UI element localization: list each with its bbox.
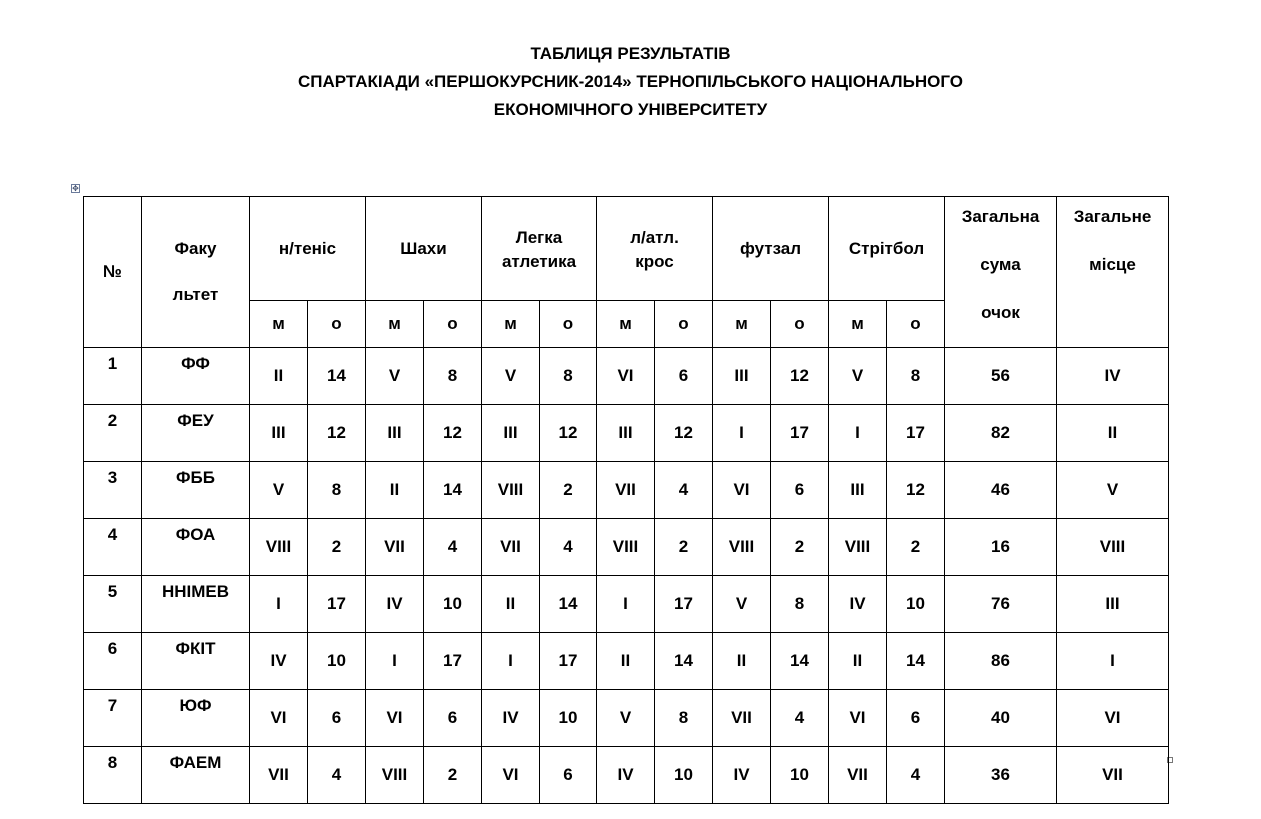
row-points-in-sport: 17 [887, 405, 945, 462]
row-points-in-sport: 8 [771, 576, 829, 633]
row-place-in-sport: VI [250, 690, 308, 747]
subheader-m: м [482, 301, 540, 348]
header-row [84, 197, 1169, 301]
row-faculty: ФЕУ [142, 405, 250, 462]
row-points-in-sport: 12 [308, 405, 366, 462]
row-points-in-sport: 8 [540, 348, 597, 405]
row-place-in-sport: VIII [713, 519, 771, 576]
row-place-in-sport: II [482, 576, 540, 633]
row-points-in-sport: 10 [887, 576, 945, 633]
row-points-in-sport: 6 [887, 690, 945, 747]
row-total-points: 46 [945, 462, 1057, 519]
row-points-in-sport: 4 [540, 519, 597, 576]
row-total-points: 16 [945, 519, 1057, 576]
row-points-in-sport: 2 [540, 462, 597, 519]
row-place-in-sport: I [829, 405, 887, 462]
row-points-in-sport: 17 [771, 405, 829, 462]
row-number: 1 [84, 348, 142, 405]
header-faculty: Факу льтет [142, 197, 250, 348]
row-points-in-sport: 17 [308, 576, 366, 633]
row-place-in-sport: II [597, 633, 655, 690]
row-number: 5 [84, 576, 142, 633]
row-place-in-sport: VIII [366, 747, 424, 804]
table-row [84, 576, 1169, 633]
row-place-in-sport: IV [366, 576, 424, 633]
row-place-in-sport: V [713, 576, 771, 633]
subheader-m: м [829, 301, 887, 348]
row-faculty: ФАЕМ [142, 747, 250, 804]
row-place-in-sport: I [250, 576, 308, 633]
row-points-in-sport: 10 [308, 633, 366, 690]
row-points-in-sport: 10 [424, 576, 482, 633]
row-total-points: 40 [945, 690, 1057, 747]
row-place-in-sport: V [829, 348, 887, 405]
row-points-in-sport: 12 [771, 348, 829, 405]
row-place-in-sport: IV [250, 633, 308, 690]
row-place-in-sport: IV [482, 690, 540, 747]
row-overall-place: V [1057, 462, 1169, 519]
row-place-in-sport: VI [597, 348, 655, 405]
row-place-in-sport: VIII [482, 462, 540, 519]
subheader-o: о [424, 301, 482, 348]
row-points-in-sport: 2 [308, 519, 366, 576]
table-row [84, 348, 1169, 405]
row-place-in-sport: IV [597, 747, 655, 804]
row-overall-place: II [1057, 405, 1169, 462]
row-points-in-sport: 4 [655, 462, 713, 519]
row-place-in-sport: VI [829, 690, 887, 747]
row-points-in-sport: 17 [424, 633, 482, 690]
row-points-in-sport: 10 [540, 690, 597, 747]
row-faculty: ФББ [142, 462, 250, 519]
row-place-in-sport: I [482, 633, 540, 690]
row-place-in-sport: I [597, 576, 655, 633]
row-place-in-sport: VI [482, 747, 540, 804]
row-points-in-sport: 14 [771, 633, 829, 690]
row-number: 3 [84, 462, 142, 519]
row-points-in-sport: 8 [424, 348, 482, 405]
row-points-in-sport: 14 [887, 633, 945, 690]
table-row [84, 747, 1169, 804]
title-line-1: ТАБЛИЦЯ РЕЗУЛЬТАТІВ [530, 44, 731, 63]
row-place-in-sport: VI [713, 462, 771, 519]
subheader-o: о [887, 301, 945, 348]
document-title [0, 40, 1261, 124]
title-line-2: СПАРТАКІАДИ «ПЕРШОКУРСНИК-2014» ТЕРНОПІЛЬСЬКОГО НАЦІОНАЛЬНОГО [298, 72, 963, 91]
row-place-in-sport: III [482, 405, 540, 462]
row-points-in-sport: 8 [655, 690, 713, 747]
row-place-in-sport: VII [597, 462, 655, 519]
row-points-in-sport: 6 [540, 747, 597, 804]
row-place-in-sport: I [366, 633, 424, 690]
row-points-in-sport: 2 [771, 519, 829, 576]
header-streetball: Стрітбол [829, 197, 945, 301]
table-row [84, 690, 1169, 747]
row-faculty: ФФ [142, 348, 250, 405]
row-points-in-sport: 8 [887, 348, 945, 405]
subheader-m: м [597, 301, 655, 348]
row-place-in-sport: VII [482, 519, 540, 576]
row-place-in-sport: I [713, 405, 771, 462]
subheader-m: м [250, 301, 308, 348]
header-futsal: футзал [713, 197, 829, 301]
row-points-in-sport: 6 [308, 690, 366, 747]
header-athletics: Легка атлетика [482, 197, 597, 301]
title-line-3: ЕКОНОМІЧНОГО УНІВЕРСИТЕТУ [493, 100, 768, 119]
row-faculty: ННІМЕВ [142, 576, 250, 633]
row-overall-place: IV [1057, 348, 1169, 405]
row-place-in-sport: III [713, 348, 771, 405]
subheader-o: о [771, 301, 829, 348]
subheader-o: о [308, 301, 366, 348]
row-points-in-sport: 14 [424, 462, 482, 519]
row-points-in-sport: 14 [308, 348, 366, 405]
table-row [84, 633, 1169, 690]
subheader-m: м [713, 301, 771, 348]
header-chess: Шахи [366, 197, 482, 301]
row-points-in-sport: 10 [771, 747, 829, 804]
row-points-in-sport: 2 [655, 519, 713, 576]
row-points-in-sport: 6 [771, 462, 829, 519]
row-points-in-sport: 6 [424, 690, 482, 747]
row-points-in-sport: 10 [655, 747, 713, 804]
row-faculty: ФКІТ [142, 633, 250, 690]
row-overall-place: VIII [1057, 519, 1169, 576]
table-row [84, 405, 1169, 462]
row-points-in-sport: 12 [424, 405, 482, 462]
row-place-in-sport: V [366, 348, 424, 405]
row-place-in-sport: III [597, 405, 655, 462]
row-place-in-sport: II [829, 633, 887, 690]
row-number: 2 [84, 405, 142, 462]
row-points-in-sport: 6 [655, 348, 713, 405]
row-place-in-sport: VIII [597, 519, 655, 576]
row-place-in-sport: III [366, 405, 424, 462]
row-place-in-sport: II [366, 462, 424, 519]
row-number: 4 [84, 519, 142, 576]
row-points-in-sport: 12 [887, 462, 945, 519]
row-place-in-sport: VII [250, 747, 308, 804]
row-place-in-sport: II [713, 633, 771, 690]
row-overall-place: VI [1057, 690, 1169, 747]
row-faculty: ФОА [142, 519, 250, 576]
row-overall-place: I [1057, 633, 1169, 690]
header-total-points: Загальна сума очок [945, 197, 1057, 348]
row-points-in-sport: 17 [655, 576, 713, 633]
row-points-in-sport: 12 [655, 405, 713, 462]
row-points-in-sport: 4 [308, 747, 366, 804]
row-place-in-sport: VIII [829, 519, 887, 576]
row-place-in-sport: III [250, 405, 308, 462]
row-place-in-sport: IV [713, 747, 771, 804]
row-points-in-sport: 2 [887, 519, 945, 576]
row-points-in-sport: 8 [308, 462, 366, 519]
row-place-in-sport: VII [713, 690, 771, 747]
row-place-in-sport: V [597, 690, 655, 747]
row-place-in-sport: VIII [250, 519, 308, 576]
row-number: 6 [84, 633, 142, 690]
row-points-in-sport: 14 [540, 576, 597, 633]
subheader-o: о [655, 301, 713, 348]
header-table-tennis: н/теніс [250, 197, 366, 301]
row-number: 7 [84, 690, 142, 747]
results-table [83, 196, 1169, 804]
row-total-points: 56 [945, 348, 1057, 405]
row-place-in-sport: VII [829, 747, 887, 804]
table-move-icon[interactable]: ✥ [72, 184, 79, 193]
row-number: 8 [84, 747, 142, 804]
header-number: № [84, 197, 142, 348]
row-faculty: ЮФ [142, 690, 250, 747]
row-points-in-sport: 2 [424, 747, 482, 804]
row-points-in-sport: 14 [655, 633, 713, 690]
row-total-points: 82 [945, 405, 1057, 462]
row-place-in-sport: IV [829, 576, 887, 633]
row-total-points: 86 [945, 633, 1057, 690]
table-row [84, 462, 1169, 519]
row-points-in-sport: 4 [887, 747, 945, 804]
header-overall-place: Загальне місце [1057, 197, 1169, 348]
row-total-points: 76 [945, 576, 1057, 633]
row-place-in-sport: VI [366, 690, 424, 747]
row-points-in-sport: 17 [540, 633, 597, 690]
subheader-o: о [540, 301, 597, 348]
row-place-in-sport: III [829, 462, 887, 519]
table-row [84, 519, 1169, 576]
header-cross-country: л/атл. крос [597, 197, 713, 301]
row-place-in-sport: VII [366, 519, 424, 576]
row-overall-place: III [1057, 576, 1169, 633]
row-points-in-sport: 12 [540, 405, 597, 462]
row-place-in-sport: II [250, 348, 308, 405]
row-total-points: 36 [945, 747, 1057, 804]
row-overall-place: VII [1057, 747, 1169, 804]
row-points-in-sport: 4 [771, 690, 829, 747]
row-place-in-sport: V [482, 348, 540, 405]
row-place-in-sport: V [250, 462, 308, 519]
row-points-in-sport: 4 [424, 519, 482, 576]
subheader-m: м [366, 301, 424, 348]
